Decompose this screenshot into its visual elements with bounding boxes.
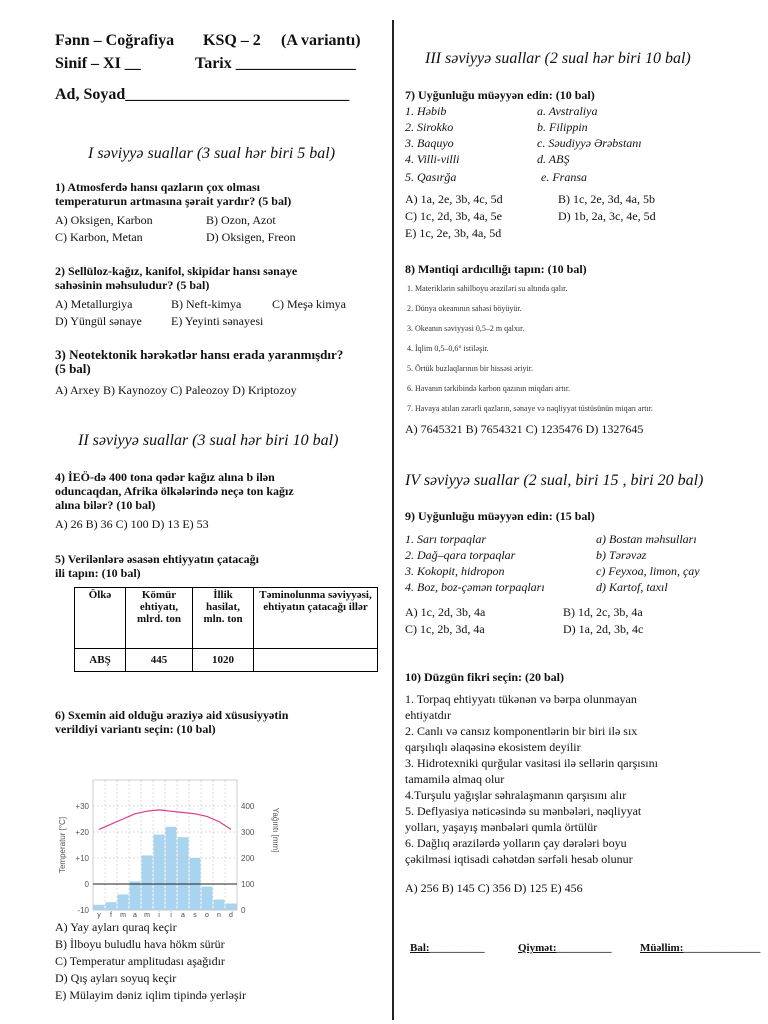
- question-4-line3: alına bilər? (10 bal): [55, 498, 156, 512]
- precipitation-bar: [214, 900, 225, 910]
- section-2-title: II səviyyə suallar (3 sual hər biri 10 bal): [78, 432, 339, 449]
- table-cell-answer[interactable]: [254, 649, 378, 672]
- precipitation-bar: [106, 902, 117, 910]
- question-2: [55, 264, 385, 292]
- table-header-row: [75, 588, 378, 649]
- precipitation-bar: [226, 904, 237, 911]
- month-label: m: [144, 912, 150, 919]
- date-field[interactable]: Tarix _______________: [195, 55, 356, 72]
- table-header-years: Təminolunma səviyyəsi, ehtiyatın çatacağı illər: [254, 588, 378, 649]
- month-label: i: [158, 912, 160, 919]
- class-label: Sinif – XI __: [55, 55, 141, 72]
- q2-option-a[interactable]: A) Metallurgiya: [55, 297, 133, 311]
- month-label: m: [120, 912, 126, 919]
- right-tick-label: 100: [241, 880, 255, 889]
- month-label: o: [205, 912, 209, 919]
- right-axis-title: Yağıntı [mm]: [271, 807, 280, 853]
- teacher-field[interactable]: [640, 942, 760, 954]
- question-3: [55, 348, 390, 376]
- question-5: [55, 552, 385, 580]
- q7-option-d[interactable]: D) 1b, 2a, 3c, 4e, 5d: [558, 209, 656, 223]
- teacher-label: Müəllim:: [640, 942, 684, 954]
- right-tick-label: 300: [241, 828, 255, 837]
- q7-right-d: d. ABŞ: [537, 152, 570, 166]
- q7-left-3: 3. Baquyo: [405, 136, 454, 150]
- subject-label: Fənn – Coğrafiya: [55, 32, 175, 49]
- left-tick-label: 0: [84, 880, 89, 889]
- precipitation-bar: [142, 855, 153, 910]
- q10-line-10: 6. Dağlıq ərazilərdə yolların çay dərələri boyu: [405, 836, 627, 850]
- question-4: [55, 470, 385, 512]
- q9-option-d[interactable]: D) 1a, 2d, 3b, 4c: [563, 622, 644, 636]
- q9-left-2: 2. Dağ–qara torpaqlar: [405, 548, 516, 562]
- table-cell-production: 1020: [193, 649, 254, 672]
- q8-item-7: 7. Havaya atılan zərərli qazların, sənaye və nəqliyyat tüstüsünün miqarı artır.: [407, 404, 653, 413]
- question-3-line2: (5 bal): [55, 361, 91, 376]
- question-5-line1: 5) Verilənlərə əsasən ehtiyyatın çatacağı: [55, 552, 259, 566]
- q6-option-a[interactable]: A) Yay ayları quraq keçir: [55, 920, 177, 934]
- q7-left-1: 1. Həbib: [405, 104, 447, 118]
- q7-left-5: 5. Qasırğa: [405, 170, 457, 184]
- month-label: i: [170, 912, 172, 919]
- q1-option-d[interactable]: D) Oksigen, Freon: [206, 230, 296, 244]
- score-line: __________: [429, 942, 485, 954]
- teacher-line: ______________: [683, 942, 761, 954]
- question-1: [55, 180, 385, 208]
- q7-right-a: a. Avstraliya: [537, 104, 598, 118]
- score-field[interactable]: [410, 942, 485, 954]
- question-1-line1: 1) Atmosferdə hansı qazların çox olması: [55, 180, 260, 194]
- grade-label: Qiymət:: [518, 942, 557, 954]
- q8-item-5: 5. Örtük buzlaqlarının bir hissəsi əriyir.: [407, 364, 533, 373]
- climate-chart: [55, 770, 285, 920]
- section-4-title: IV səviyyə suallar (2 sual, biri 15 , biri 20 bal): [405, 472, 704, 489]
- left-tick-label: +20: [75, 828, 89, 837]
- q9-option-a[interactable]: A) 1c, 2d, 3b, 4a: [405, 605, 486, 619]
- table-header-production: İllik hasilat, mln. ton: [193, 588, 254, 649]
- month-label: d: [229, 912, 233, 919]
- q2-option-b[interactable]: B) Neft-kimya: [171, 297, 242, 311]
- table-row: [75, 649, 378, 672]
- q4-options[interactable]: A) 26 B) 36 C) 100 D) 13 E) 53: [55, 517, 209, 531]
- q7-right-b: b. Filippin: [537, 120, 588, 134]
- q9-right-d: d) Kartof, taxıl: [596, 580, 668, 594]
- q9-right-a: a) Bostan məhsulları: [596, 532, 697, 546]
- question-2-line2: sahəsinin məhsuludur? (5 bal): [55, 278, 210, 292]
- q10-line-1: 1. Torpaq ehtiyyatı tükənən və bərpa olunmayan: [405, 692, 637, 706]
- right-tick-label: 400: [241, 802, 255, 811]
- q10-line-2: ehtiyatdır: [405, 708, 451, 722]
- q6-option-d[interactable]: D) Qış ayları soyuq keçir: [55, 971, 177, 985]
- grade-field[interactable]: [518, 942, 611, 954]
- question-1-line2: temperaturun artmasına şərait yardır? (5 bal): [55, 194, 292, 208]
- reserve-table: [74, 587, 378, 672]
- q10-line-8: 5. Deflyasiya nəticəsində su mənbələri, nəqliyyat: [405, 804, 642, 818]
- q9-right-c: c) Feyxoa, limon, çay: [596, 564, 700, 578]
- q2-option-e[interactable]: E) Yeyinti sənayesi: [171, 314, 264, 328]
- q8-item-3: 3. Okeanın səviyyəsi 0,5–2 m qalxır.: [407, 324, 525, 333]
- left-tick-label: +30: [75, 802, 89, 811]
- q6-option-b[interactable]: B) İlboyu buludlu hava hökm sürür: [55, 937, 225, 951]
- q1-option-c[interactable]: C) Karbon, Metan: [55, 230, 143, 244]
- q7-option-a[interactable]: A) 1a, 2e, 3b, 4c, 5d: [405, 192, 503, 206]
- q8-item-1: 1. Materiklərin sahilboyu əraziləri su altında qalır.: [407, 284, 568, 293]
- question-5-line2: ili tapın: (10 bal): [55, 566, 141, 580]
- question-3-line1: 3) Neotektonik hərəkətlər hansı erada yaranmışdır?: [55, 347, 344, 362]
- question-4-line2: oduncaqdan, Afrika ölkələrində neçə ton kağız: [55, 484, 294, 498]
- q10-line-5: 3. Hidrotexniki qurğular vasitəsi ilə sellərin qarşısını: [405, 756, 658, 770]
- question-6: [55, 708, 385, 736]
- q2-option-d[interactable]: D) Yüngül sənaye: [55, 314, 142, 328]
- right-tick-label: 0: [241, 906, 246, 915]
- question-4-line1: 4) İEÖ-də 400 tona qədər kağız alına b ilən: [55, 470, 275, 484]
- q10-line-4: qarşılıqlı əlaqəsinə ekosistem deyilir: [405, 740, 581, 754]
- table-header-reserve: Kömür ehtiyatı, mlrd. ton: [126, 588, 193, 649]
- precipitation-bar: [202, 887, 213, 910]
- question-8: 8) Məntiqi ardıcıllığı tapın: (10 bal): [405, 262, 587, 276]
- column-divider: [392, 20, 394, 1020]
- q1-option-a[interactable]: A) Oksigen, Karbon: [55, 213, 153, 227]
- q10-line-6: tamamilə almaq olur: [405, 772, 505, 786]
- precipitation-bar: [166, 827, 177, 910]
- q8-options[interactable]: A) 7645321 B) 7654321 C) 1235476 D) 1327645: [405, 422, 644, 436]
- q10-options[interactable]: A) 256 B) 145 C) 356 D) 125 E) 456: [405, 881, 583, 895]
- q8-item-2: 2. Dünya okeanının sahəsi böyüyür.: [407, 304, 522, 313]
- q9-left-4: 4. Boz, boz-çəmən torpaqları: [405, 580, 545, 594]
- q7-right-e: e. Fransa: [541, 170, 587, 184]
- month-label: n: [217, 912, 221, 919]
- q7-left-4: 4. Villi-villi: [405, 152, 460, 166]
- section-3-title: III səviyyə suallar (2 sual hər biri 10 bal): [425, 50, 691, 67]
- score-label: Bal:: [410, 942, 430, 954]
- precipitation-bar: [130, 881, 141, 910]
- q9-option-b[interactable]: B) 1d, 2c, 3b, 4a: [563, 605, 643, 619]
- precipitation-bar: [178, 837, 189, 910]
- q7-option-b[interactable]: B) 1c, 2e, 3d, 4a, 5b: [558, 192, 655, 206]
- grade-line: __________: [556, 942, 612, 954]
- q10-line-7: 4.Turşulu yağışlar səhralaşmanın qarşısını alır: [405, 788, 627, 802]
- q10-line-3: 2. Canlı və cansız komponentlərin bir biri ilə sıx: [405, 724, 638, 738]
- month-label: f: [110, 912, 112, 919]
- q8-item-4: 4. İqlim 0,5–0,6° istiləşir.: [407, 344, 489, 353]
- q8-item-6: 6. Havanın tərkibində karbon qazının miqdarı artır.: [407, 384, 571, 393]
- q7-option-e[interactable]: E) 1c, 2e, 3b, 4a, 5d: [405, 226, 502, 240]
- left-axis-title: Temperatur [°C]: [58, 816, 67, 874]
- question-6-line1: 6) Sxemin aid olduğu əraziyə aid xüsusiyyətin: [55, 708, 289, 722]
- name-field[interactable]: Ad, Soyad____________________________: [55, 86, 350, 103]
- left-tick-label: -10: [77, 906, 89, 915]
- q9-left-3: 3. Kokopit, hidropon: [405, 564, 505, 578]
- question-6-line2: verildiyi variantı seçin: (10 bal): [55, 722, 216, 736]
- q2-option-c[interactable]: C) Meşə kimya: [272, 297, 346, 311]
- month-label: s: [193, 912, 197, 919]
- question-2-line1: 2) Sellüloz-kağız, kanifol, skipidar hansı sənaye: [55, 264, 298, 278]
- precipitation-bar: [118, 894, 129, 910]
- q6-option-e[interactable]: E) Mülayim dəniz iqlim tipində yerləşir: [55, 988, 246, 1002]
- q10-line-11: çəkilməsi iqtisadi cəhətdən sərfəli hesab olunur: [405, 852, 633, 866]
- question-9: 9) Uyğunluğu müəyyən edin: (15 bal): [405, 509, 595, 523]
- q7-option-c[interactable]: C) 1c, 2d, 3b, 4a, 5e: [405, 209, 502, 223]
- precipitation-bar: [154, 835, 165, 910]
- q10-line-9: yolları, yaşayış mənbələri qumla örtülür: [405, 820, 598, 834]
- month-label: a: [133, 912, 137, 919]
- month-label: y: [97, 912, 101, 919]
- table-cell-country: ABŞ: [75, 649, 126, 672]
- q6-option-c[interactable]: C) Temperatur amplitudası aşağıdır: [55, 954, 225, 968]
- variant-label: (A variantı): [281, 32, 361, 49]
- q1-option-b[interactable]: B) Ozon, Azot: [206, 213, 276, 227]
- table-header-country: Ölkə: [75, 588, 126, 649]
- q3-options[interactable]: A) Arxey B) Kaynozoy C) Paleozoy D) Kriptozoy: [55, 383, 297, 397]
- left-tick-label: +10: [75, 854, 89, 863]
- section-1-title: I səviyyə suallar (3 sual hər biri 5 bal): [88, 145, 336, 162]
- question-10: 10) Düzgün fikri seçin: (20 bal): [405, 670, 564, 684]
- q7-left-2: 2. Sirokko: [405, 120, 454, 134]
- month-label: a: [181, 912, 185, 919]
- question-7: 7) Uyğunluğu müəyyən edin: (10 bal): [405, 88, 595, 102]
- q9-right-b: b) Tərəvəz: [596, 548, 647, 562]
- ksq-label: KSQ – 2: [203, 32, 261, 49]
- precipitation-bar: [94, 905, 105, 910]
- table-cell-reserve: 445: [126, 649, 193, 672]
- q9-left-1: 1. Sarı torpaqlar: [405, 532, 487, 546]
- right-tick-label: 200: [241, 854, 255, 863]
- q9-option-c[interactable]: C) 1c, 2b, 3d, 4a: [405, 622, 485, 636]
- q7-right-c: c. Səudiyyə Ərəbstanı: [537, 136, 642, 150]
